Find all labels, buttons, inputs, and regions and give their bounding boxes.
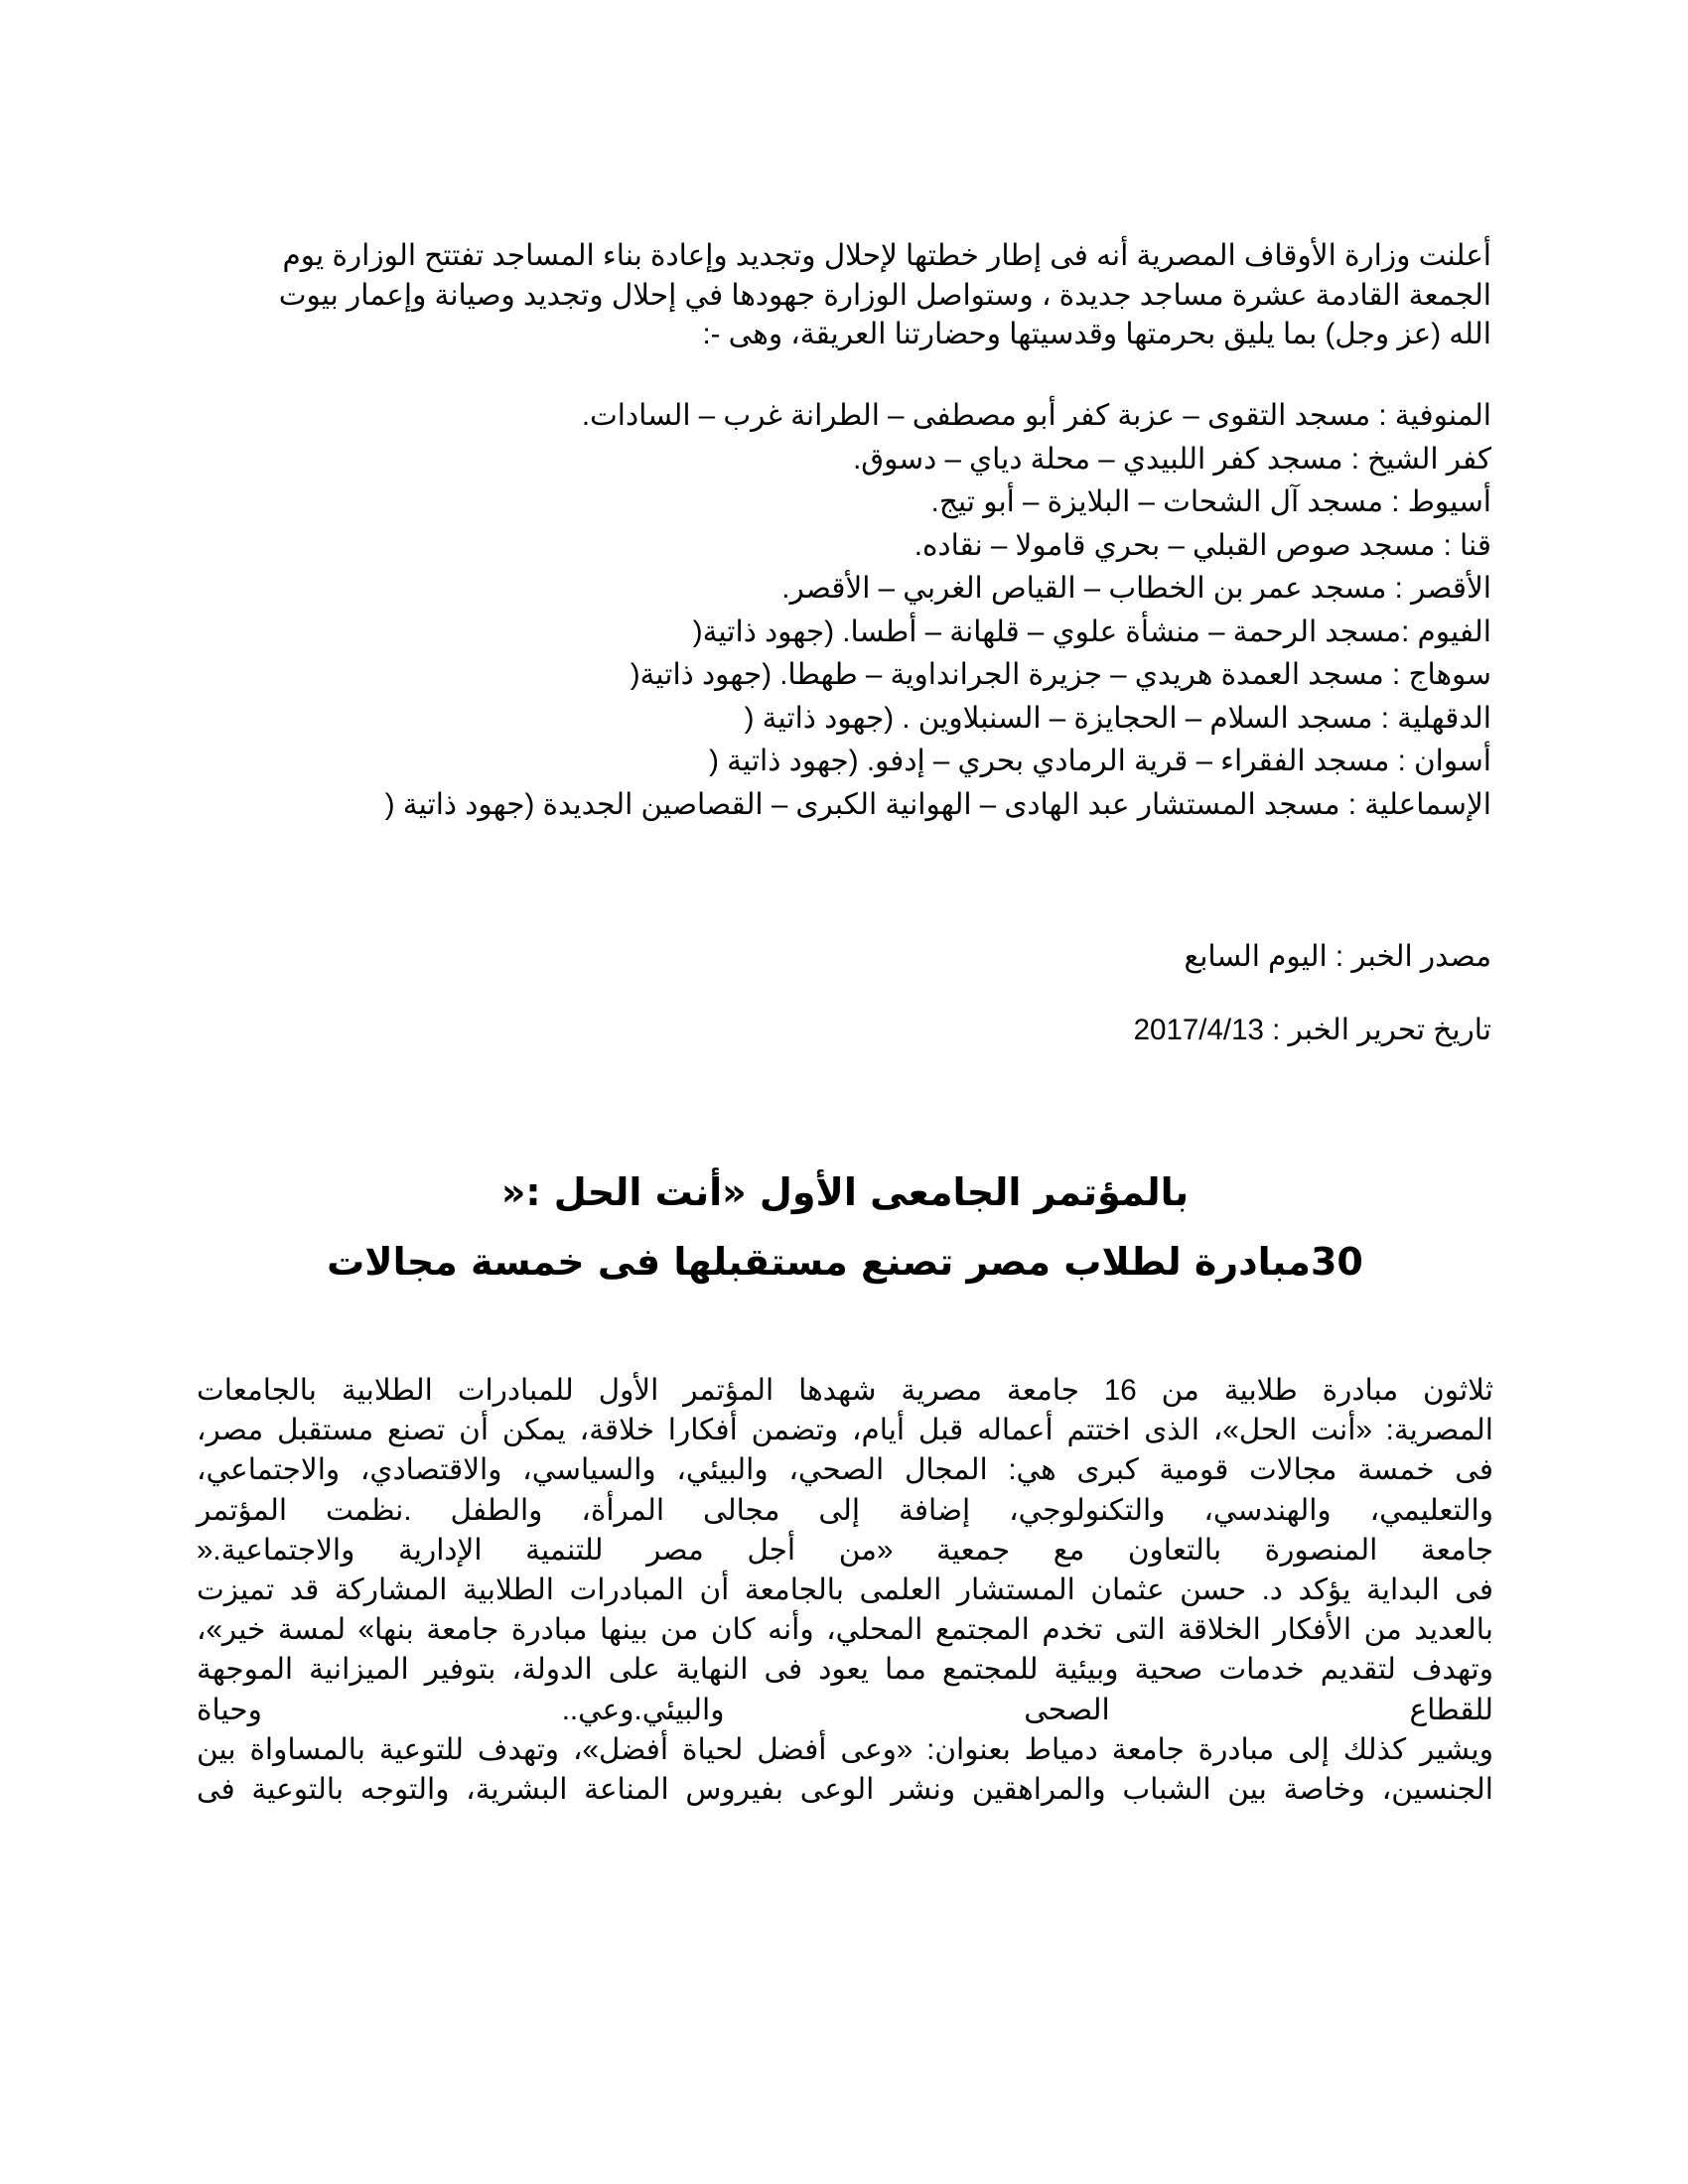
article-headline-line-2: 30مبادرة لطلاب مصر تصنع مستقبلها فى خمسة مجالات bbox=[327, 1240, 1363, 1284]
mosque-list-item: الفيوم :مسجد الرحمة – منشأة علوي – قلهانة – أطسا. (جهود ذاتية( bbox=[692, 614, 1491, 648]
article-line: الجنسين، وخاصة بين الشباب والمراهقين ونشر الوعى بفيروس المناعة البشرية، والتوجه بالتوعية فى bbox=[197, 1772, 1493, 1806]
mosque-list-item: أسيوط : مسجد آل الشحات – البلايزة – أبو تيج. bbox=[930, 485, 1491, 518]
article-line: المصرية: «أنت الحل»، الذى اختتم أعماله قبل أيام، وتضمن أفكارا خلاقة، يمكن أن تصنع مستقبل مصر، bbox=[197, 1414, 1493, 1447]
article-line: فى البداية يؤكد د. حسن عثمان المستشار العلمى بالجامعة أن المبادرات الطلابية المشاركة قد تميزت bbox=[197, 1572, 1493, 1606]
article-line: ويشير كذلك إلى مبادرة جامعة دمياط بعنوان: «وعى أفضل لحياة أفضل»، وتهدف للتوعية بالمساواة بين bbox=[197, 1732, 1493, 1766]
article-spread-line bbox=[197, 1691, 1493, 1730]
news-intro-paragraph bbox=[199, 236, 1491, 354]
news-intro-line: الله (عز وجل) بما يليق بحرمتها وقدسيتها وحضارتنا العريقة، وهى -: bbox=[702, 318, 1491, 350]
article-line: والتعليمي، والهندسي، والتكنولوجي، إضافة إلى مجالى المرأة، والطفل .نظمت المؤتمر bbox=[197, 1493, 1493, 1527]
mosque-list-item: الدقهلية : مسجد السلام – الحجايزة – السنبلاوين . (جهود ذاتية ( bbox=[744, 701, 1491, 735]
mosque-list-item: قنا : مسجد صوص القبلي – بحري قامولا – نقاده. bbox=[914, 528, 1491, 562]
article-line: بالعديد من الأفكار الخلاقة التى تخدم المجتمع المحلي، وأنه كان من بينها مبادرة جامعة بنها» لمسة خير»، bbox=[197, 1613, 1493, 1647]
news-intro-line: الجمعة القادمة عشرة مساجد جديدة ، وستواصل الوزارة جهودها في إحلال وتجديد وصيانة وإعمار بيوت bbox=[278, 278, 1491, 312]
mosque-list bbox=[199, 394, 1491, 826]
article-word: للقطاع bbox=[1409, 1693, 1493, 1726]
news-date: تاريخ تحرير الخبر : 2017/4/13 bbox=[1133, 1014, 1491, 1046]
mosque-list-item: سوهاج : مسجد العمدة هريدي – جزيرة الجرانداوية – طهطا. (جهود ذاتية( bbox=[630, 658, 1491, 691]
article-line: فى خمسة مجالات قومية كبرى هي: المجال الصحي، والبيئي، والسياسي، والاقتصادي، والاجتماعي، bbox=[197, 1453, 1493, 1487]
news-source: مصدر الخبر : اليوم السابع bbox=[1184, 940, 1491, 973]
mosque-list-item: الإسماعلية : مسجد المستشار عبد الهادى – الهوانية الكبرى – القصاصين الجديدة (جهود ذاتية ( bbox=[384, 787, 1491, 821]
mosque-list-item: كفر الشيخ : مسجد كفر اللبيدي – محلة دياي – دسوق. bbox=[853, 442, 1491, 476]
article-word: وحياة bbox=[197, 1693, 262, 1726]
article-line: وتهدف لتقديم خدمات صحية وبيئية للمجتمع مما يعود فى النهاية على الدولة، بتوفير الميزانية الموجهة bbox=[197, 1653, 1493, 1687]
mosque-list-item: الأقصر : مسجد عمر بن الخطاب – القياص الغربي – الأقصر. bbox=[781, 572, 1491, 605]
article-line: ثلاثون مبادرة طلابية من 16 جامعة مصرية شهدها المؤتمر الأول للمبادرات الطلابية بالجامعات bbox=[197, 1374, 1493, 1407]
article-word: الصحى bbox=[1024, 1693, 1110, 1726]
article-headline-line-1: بالمؤتمر الجامعى الأول «أنت الحل :« bbox=[500, 1170, 1190, 1214]
mosque-list-item: المنوفية : مسجد التقوى – عزبة كفر أبو مصطفى – الطرانة غرب – السادات. bbox=[581, 399, 1491, 432]
article-body bbox=[197, 1371, 1493, 1810]
news-intro-line: أعلنت وزارة الأوقاف المصرية أنه فى إطار خطتها لإحلال وتجديد وإعادة بناء المساجد تفتتح الوزارة يوم bbox=[282, 239, 1491, 272]
article-word: والبيئي.وعي.. bbox=[561, 1693, 725, 1726]
mosque-list-item: أسوان : مسجد الفقراء – قرية الرمادي بحري – إدفو. (جهود ذاتية ( bbox=[709, 745, 1491, 777]
article-line: جامعة المنصورة بالتعاون مع جمعية «من أجل مصر للتنمية الإدارية والاجتماعية.« bbox=[197, 1533, 1493, 1567]
